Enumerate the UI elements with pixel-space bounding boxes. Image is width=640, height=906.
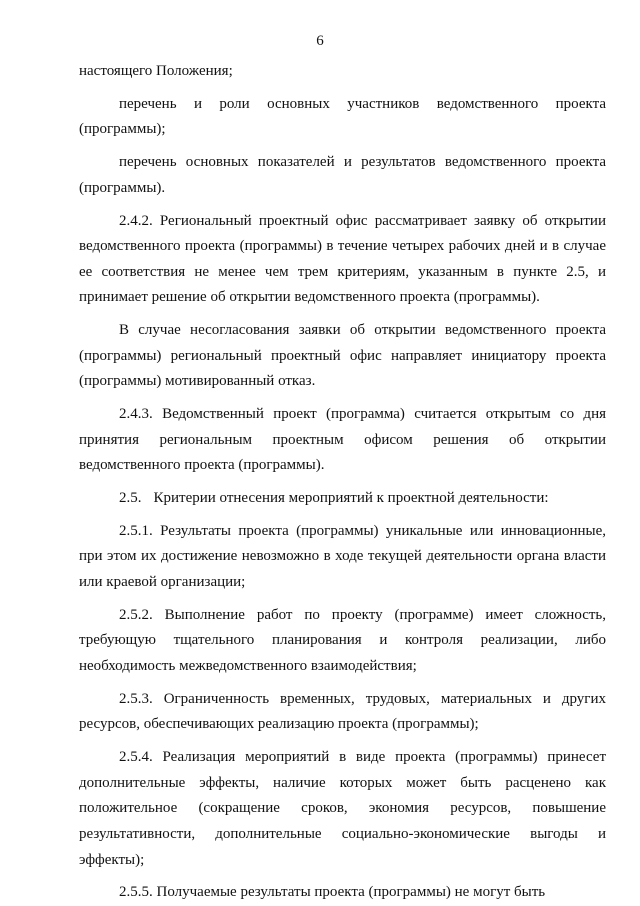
section-number: 2.5. [119,490,142,507]
paragraph-2: перечень и роли основных участников ведомственного проекта (программы); [79,95,606,138]
paragraph-5: В случае несогласования заявки об открытии ведомственного проекта (программы) региональный проектный офис направляет инициатору проекта (программы) мотивированный отказ. [79,322,606,390]
paragraph-7 [79,486,606,512]
paragraph-1: настоящего Положения; [79,63,233,79]
paragraph-10: 2.5.3. Ограниченность временных, трудовых, материальных и других ресурсов, обеспечивающих реализацию проекта (программы); [79,690,606,733]
paragraph-6: 2.4.3. Ведомственный проект (программа) считается открытым со дня принятия региональным проектным офисом решения об открытии ведомственного проекта (программы). [79,406,606,474]
page-number: 6 [316,33,324,49]
section-heading-text: Критерии отнесения мероприятий к проектной деятельности: [153,490,549,507]
paragraph-11: 2.5.4. Реализация мероприятий в виде проекта (программы) принесет дополнительные эффекты, наличие которых может быть расценено как положительное (сокращение сроков, экономия ресурсов, повышение результативности, дополнительные социально-экономические выгоды и эффекты); [79,749,606,868]
paragraph-4: 2.4.2. Региональный проектный офис рассматривает заявку об открытии ведомственного проекта (программы) в течение четырех рабочих дней и в случае ее соответствия не менее чем трем критериям, указанным в пункте 2.5, и принимает решение об открытии ведомственного проекта (программы). [79,212,606,306]
document-body [79,59,606,906]
paragraph-3: перечень основных показателей и результатов ведомственного проекта (программы). [79,154,606,196]
paragraph-9: 2.5.2. Выполнение работ по проекту (программе) имеет сложность, требующую тщательного планирования и контроля реализации, либо необходимость межведомственного взаимодействия; [79,606,606,674]
paragraph-12: 2.5.5. Получаемые результаты проекта (программы) не могут быть [119,884,546,901]
paragraph-8: 2.5.1. Результаты проекта (программы) уникальные или инновационные, при этом их достижение невозможно в ходе текущей деятельности органа власти или краевой организации; [79,522,606,590]
